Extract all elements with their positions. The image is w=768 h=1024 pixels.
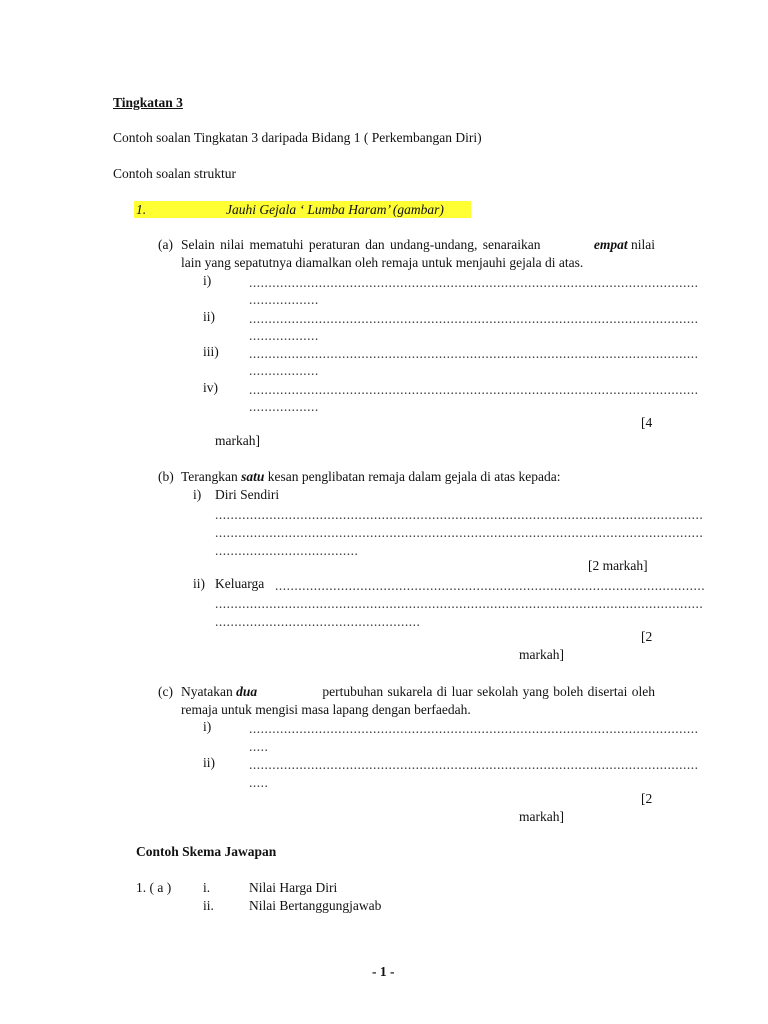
part-a-emphasis: empat bbox=[593, 237, 628, 252]
answer-item-number: iv) bbox=[203, 380, 218, 395]
part-a-line2: lain yang sepatutnya diamalkan oleh remaja untuk menjauhi gejala di atas. bbox=[181, 255, 584, 270]
page-number: - 1 - bbox=[372, 964, 395, 979]
answer-item-number: iii) bbox=[203, 344, 219, 359]
answer-scheme-item-number: i. bbox=[203, 880, 211, 895]
answer-scheme-item-number: ii. bbox=[203, 898, 214, 913]
part-b-sub2-label: Keluarga bbox=[215, 576, 265, 591]
answer-line[interactable]: .................................................................................................................... bbox=[249, 757, 699, 772]
answer-item-number: i) bbox=[203, 273, 212, 288]
part-c-line1-start: Nyatakan bbox=[181, 684, 233, 699]
answer-line[interactable]: ..................................... bbox=[215, 543, 359, 558]
part-c-line1-end: pertubuhan sukarela di luar sekolah yang boleh disertai oleh bbox=[322, 684, 655, 699]
answer-line[interactable]: .................................................................................................................... bbox=[249, 346, 699, 361]
subheading: Contoh soalan struktur bbox=[113, 166, 236, 181]
answer-line[interactable]: .................................................................................................................... bbox=[249, 275, 699, 290]
answer-line-cont[interactable]: .................. bbox=[249, 292, 319, 307]
part-c-marks-unit: markah] bbox=[519, 809, 564, 824]
answer-line[interactable]: .............................................................................................................................. bbox=[215, 596, 704, 611]
part-b-emphasis: satu bbox=[241, 469, 265, 484]
answer-line[interactable]: .................................................................................................................... bbox=[249, 382, 699, 397]
part-b-text-start: Terangkan bbox=[181, 469, 238, 484]
part-b-sub1-label: Diri Sendiri bbox=[215, 487, 280, 502]
page-heading: Tingkatan 3 bbox=[113, 95, 183, 110]
answer-scheme-label: 1. ( a ) bbox=[136, 880, 172, 895]
part-a-line1 bbox=[181, 238, 655, 252]
part-b-label: (b) bbox=[158, 469, 174, 484]
part-c-marks: [2 bbox=[641, 791, 653, 806]
part-a-marks-unit: markah] bbox=[215, 433, 260, 448]
intro-text: Contoh soalan Tingkatan 3 daripada Bidang 1 ( Perkembangan Diri) bbox=[113, 130, 482, 145]
part-c-line2: remaja untuk mengisi masa lapang dengan berfaedah. bbox=[181, 702, 471, 717]
answer-line[interactable]: .................................................................................................................... bbox=[249, 721, 699, 736]
part-a-marks: [4 bbox=[641, 415, 653, 430]
part-a-line1-text: Selain nilai mematuhi peraturan dan undang-undang, senaraikan bbox=[181, 237, 541, 252]
part-c-line1 bbox=[181, 685, 655, 699]
part-b-sub1-number: i) bbox=[193, 487, 202, 502]
answer-line-cont[interactable]: .................. bbox=[249, 328, 319, 343]
question-title: Jauhi Gejala ‘ Lumba Haram’ (gambar) bbox=[226, 202, 444, 217]
answer-line-cont[interactable]: .................. bbox=[249, 363, 319, 378]
part-c-emphasis: dua bbox=[236, 684, 258, 699]
part-b-sub2-number: ii) bbox=[193, 576, 205, 591]
part-a-line1-end: nilai bbox=[631, 237, 655, 252]
answer-line[interactable]: ............................................................................................................... bbox=[275, 578, 706, 593]
part-c-label: (c) bbox=[158, 684, 173, 699]
part-b-sub2-marks-unit: markah] bbox=[519, 647, 564, 662]
answer-line[interactable]: .............................................................................................................................. bbox=[215, 525, 704, 540]
answer-line-cont[interactable]: ..... bbox=[249, 775, 269, 790]
answer-line[interactable]: .............................................................................................................................. bbox=[215, 507, 704, 522]
question-number: 1. bbox=[136, 202, 147, 217]
part-b-text bbox=[181, 470, 561, 484]
part-b-sub2-marks: [2 bbox=[641, 629, 653, 644]
answer-scheme-title: Contoh Skema Jawapan bbox=[136, 844, 277, 859]
part-a-label: (a) bbox=[158, 237, 173, 252]
answer-line-cont[interactable]: .................. bbox=[249, 399, 319, 414]
answer-scheme-item-text: Nilai Harga Diri bbox=[249, 880, 338, 895]
answer-item-number: i) bbox=[203, 719, 212, 734]
answer-line[interactable]: ..................................................... bbox=[215, 614, 421, 629]
answer-line-cont[interactable]: ..... bbox=[249, 739, 269, 754]
answer-scheme-item-text: Nilai Bertanggungjawab bbox=[249, 898, 382, 913]
answer-line[interactable]: .................................................................................................................... bbox=[249, 311, 699, 326]
part-b-text-end: kesan penglibatan remaja dalam gejala di atas kepada: bbox=[267, 469, 561, 484]
part-b-sub1-marks: [2 markah] bbox=[588, 558, 648, 573]
answer-item-number: ii) bbox=[203, 309, 215, 324]
answer-item-number: ii) bbox=[203, 755, 215, 770]
